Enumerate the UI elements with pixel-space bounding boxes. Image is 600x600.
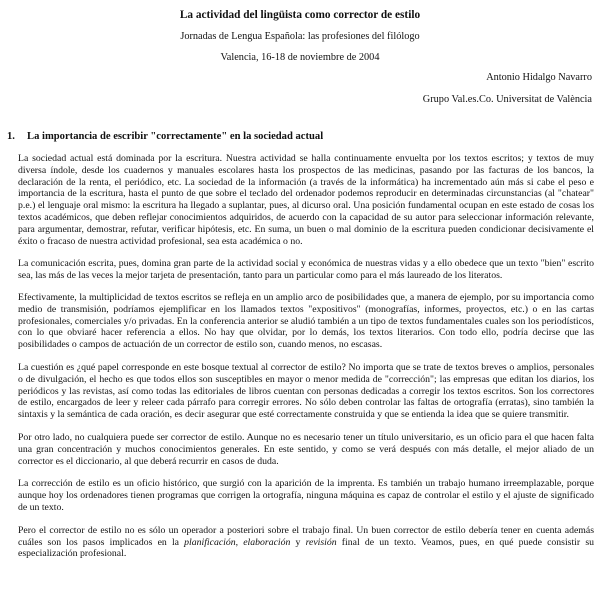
section-body: [18, 153, 594, 571]
paragraph-last: [18, 525, 594, 560]
section-number: 1.: [7, 131, 15, 142]
section-title: La importancia de escribir "correctamente" en la sociedad actual: [27, 131, 324, 142]
italic-term: planificación: [184, 536, 236, 548]
author-affiliation: Grupo Val.es.Co. Universitat de València: [422, 94, 592, 105]
paragraph: La corrección de estilo es un oficio histórico, que surgió con la aparición de la imprenta. Es también un trabajo humano irreemplazable, porque aunque hoy los ordenadores tienen programas que corrigen la ortografía, ninguna máquina es capaz de controlar el estilo y el ajuste de significado de un texto.: [18, 478, 594, 513]
text-run: final de un texto. Veamos, pues, en qué puede consistir su especialización profesional.: [18, 536, 594, 560]
text-run: y: [290, 536, 306, 548]
text-run: ,: [235, 536, 244, 548]
author-name: Antonio Hidalgo Navarro: [486, 72, 592, 83]
document-title: La actividad del lingüista como corrector de estilo: [179, 9, 421, 21]
paragraph: Por otro lado, no cualquiera puede ser corrector de estilo. Aunque no es necesario tener un título universitario, es un oficio para el que hacen falta una gran concentración y muchos conocimientos generales. En este sentido, y como se verá después con más detalle, el mejor aliado de un corrector es el diccionario, al que deberá recurrir en casos de duda.: [18, 431, 594, 467]
paragraph: La sociedad actual está dominada por la escritura. Nuestra actividad se halla continuamente envuelta por los textos escritos; y textos de muy diversa índole, desde los cuadernos y manuales escolares hasta los prospectos de las medicinas, pasando por las facturas de los bancos, la declaración de la renta, el periódico, etc. La sociedad de la información (a través de la informática) ha incrementado aún más si cabe el peso e importancia de la escritura, hasta el punto de que sobre el teclado del ordenador podemos reproducir en determinadas circunstancias (al "chatear" p.e.) el lenguaje oral mismo: la escritura ha llegado a suplantar, pues, al dicurso oral. Una posición fundamental ocupan en este estado de cosas los textos académicos, que deben reflejar conocimientos adquiridos, de acuerdo con la capacidad de su autor para seleccionar información relevante, para argumentar, demostrar, refutar, verificar hipótesis, etc. En suma, un buen o mal dominio de la escritura pueden condicionar decisivamente el éxito o fracaso de nuestra actividad profesional, sea esta académica o no.: [18, 153, 594, 247]
italic-term: revisión: [305, 536, 337, 548]
italic-term: elaboración: [243, 536, 291, 548]
document-subtitle: Jornadas de Lengua Española: las profesiones del filólogo: [180, 31, 420, 42]
paragraph: Efectivamente, la multiplicidad de textos escritos se refleja en un amplio arco de posibilidades que, a manera de ejemplo, por su importancia como medio de transmisión, podríamos ejemplificar en los llamados textos "expositivos" (monografías, informes, proyectos, etc.) o en las cartas profesionales, comerciales y/o privadas. En la conferencia anterior se aludió también a un tipo de textos fundamentales cuales son los periodísticos, con lo que obviaré hacer referencia a ellos. No hay que olvidar, por lo demás, los textos literarios. Con todo ello, podría decirse que las posibilidades o campos de actuación de un corrector de estilo son, cuando menos, no escasas.: [18, 291, 594, 351]
paragraph: La comunicación escrita, pues, domina gran parte de la actividad social y económica de nuestras vidas y a ello obedece que un texto "bien" escrito sea, las más de las veces la mejor tarjeta de presentación, tanto para un particular como para el más laureado de los literatos.: [18, 258, 594, 282]
document-dateline: Valencia, 16-18 de noviembre de 2004: [220, 52, 380, 63]
text-run: Pero el corrector de estilo no es sólo un operador a posteriori sobre el trabajo final. Un buen corrector de estilo debería tener en cuenta además cuáles son los pasos implicados en la: [18, 524, 594, 548]
section-heading: [7, 130, 597, 144]
paragraph: La cuestión es ¿qué papel corresponde en este bosque textual al corrector de estilo? No importa que se trate de textos breves o amplios, personales o de divulgación, el hecho es que todos ellos son susceptibles en mayor o menor medida de "corrección"; las empresas que editan los diarios, los periódicos y las revistas, así como todas las editoriales de libros cuentan con personas dedicadas a corregir los textos escritos. Son los correctores de estilo, encargados de leer y releer cada párrafo para corregir errores. No sólo deben controlar las faltas de ortografía (erratas), sino también la sintaxis y la semántica de cada oración, es decir asegurar que esté correctamente construida y que se entienda la idea que se quiere transmitir.: [18, 361, 594, 421]
